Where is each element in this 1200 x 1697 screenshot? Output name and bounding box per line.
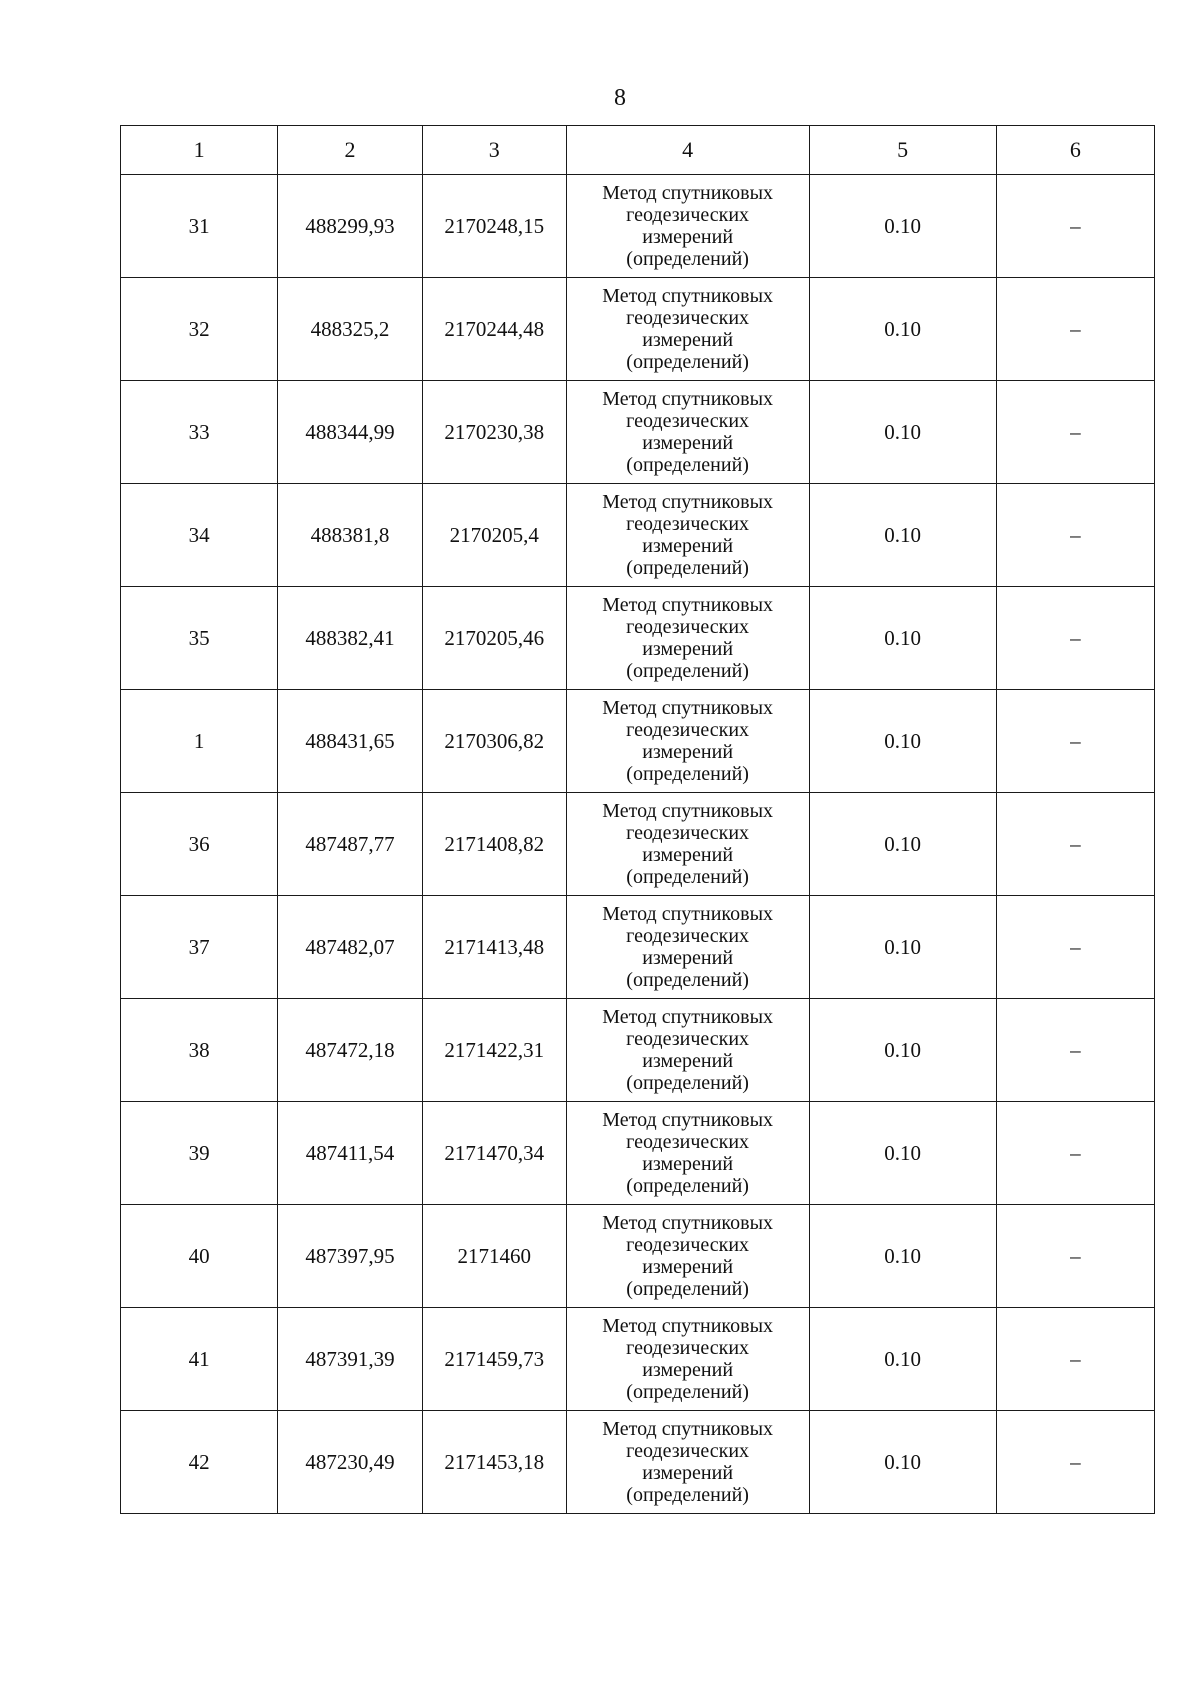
table-row [121,278,1155,381]
method-line: (определений) [626,248,749,270]
method-cell [566,587,809,690]
method-line: (определений) [626,1381,749,1403]
method-line: измерений [642,1359,734,1381]
y-coordinate-cell: 2171422,31 [422,999,566,1102]
method-line: геодезических [626,513,750,535]
table-row [121,896,1155,999]
table-body [121,175,1155,1514]
note-cell: – [996,1102,1154,1205]
method-line: геодезических [626,410,750,432]
point-number-cell: 36 [121,793,278,896]
method-line: Метод спутниковых [602,1315,773,1337]
method-line: Метод спутниковых [602,1109,773,1131]
x-coordinate-cell: 487472,18 [278,999,423,1102]
y-coordinate-cell: 2171460 [422,1205,566,1308]
method-line: (определений) [626,454,749,476]
method-line: измерений [642,432,734,454]
precision-cell: 0.10 [809,999,996,1102]
method-cell [566,690,809,793]
y-coordinate-cell: 2170244,48 [422,278,566,381]
method-line: геодезических [626,1234,750,1256]
method-line: измерений [642,1462,734,1484]
table-row [121,793,1155,896]
method-cell [566,278,809,381]
precision-cell: 0.10 [809,1102,996,1205]
method-line: измерений [642,329,734,351]
point-number-cell: 38 [121,999,278,1102]
precision-cell: 0.10 [809,587,996,690]
method-cell [566,1205,809,1308]
method-line: Метод спутниковых [602,285,773,307]
point-number-cell: 31 [121,175,278,278]
method-cell [566,484,809,587]
method-cell [566,1308,809,1411]
y-coordinate-cell: 2170205,4 [422,484,566,587]
method-cell [566,793,809,896]
note-cell: – [996,1411,1154,1514]
table-row [121,175,1155,278]
precision-cell: 0.10 [809,1205,996,1308]
header-col-5: 5 [809,126,996,175]
x-coordinate-cell: 488381,8 [278,484,423,587]
table-row [121,1308,1155,1411]
method-line: геодезических [626,307,750,329]
method-cell [566,1411,809,1514]
point-number-cell: 35 [121,587,278,690]
method-line: (определений) [626,969,749,991]
note-cell: – [996,1308,1154,1411]
method-line: геодезических [626,1337,750,1359]
y-coordinate-cell: 2171470,34 [422,1102,566,1205]
table-row [121,1205,1155,1308]
y-coordinate-cell: 2171453,18 [422,1411,566,1514]
x-coordinate-cell: 488431,65 [278,690,423,793]
precision-cell: 0.10 [809,484,996,587]
point-number-cell: 37 [121,896,278,999]
table-row [121,1411,1155,1514]
precision-cell: 0.10 [809,1308,996,1411]
method-line: измерений [642,226,734,248]
method-line: измерений [642,1050,734,1072]
note-cell: – [996,999,1154,1102]
method-line: (определений) [626,1278,749,1300]
method-line: измерений [642,535,734,557]
table-row [121,587,1155,690]
precision-cell: 0.10 [809,278,996,381]
point-number-cell: 32 [121,278,278,381]
note-cell: – [996,278,1154,381]
point-number-cell: 1 [121,690,278,793]
method-line: измерений [642,1153,734,1175]
method-line: Метод спутниковых [602,182,773,204]
header-row [121,126,1155,175]
header-col-2: 2 [278,126,423,175]
method-cell [566,896,809,999]
x-coordinate-cell: 487397,95 [278,1205,423,1308]
method-line: Метод спутниковых [602,388,773,410]
y-coordinate-cell: 2170248,15 [422,175,566,278]
y-coordinate-cell: 2170306,82 [422,690,566,793]
method-line: Метод спутниковых [602,800,773,822]
point-number-cell: 33 [121,381,278,484]
method-line: (определений) [626,660,749,682]
method-line: (определений) [626,866,749,888]
table-row [121,690,1155,793]
point-number-cell: 41 [121,1308,278,1411]
method-line: Метод спутниковых [602,697,773,719]
method-line: Метод спутниковых [602,1006,773,1028]
y-coordinate-cell: 2170205,46 [422,587,566,690]
precision-cell: 0.10 [809,896,996,999]
header-col-3: 3 [422,126,566,175]
method-line: геодезических [626,1028,750,1050]
method-line: (определений) [626,557,749,579]
method-line: (определений) [626,1072,749,1094]
method-line: геодезических [626,1131,750,1153]
method-line: Метод спутниковых [602,491,773,513]
method-line: измерений [642,638,734,660]
method-line: Метод спутниковых [602,903,773,925]
note-cell: – [996,484,1154,587]
y-coordinate-cell: 2171408,82 [422,793,566,896]
x-coordinate-cell: 488344,99 [278,381,423,484]
method-line: геодезических [626,822,750,844]
coordinates-table-container [120,125,1155,1514]
point-number-cell: 40 [121,1205,278,1308]
table-row [121,1102,1155,1205]
x-coordinate-cell: 488325,2 [278,278,423,381]
x-coordinate-cell: 487487,77 [278,793,423,896]
method-line: Метод спутниковых [602,594,773,616]
x-coordinate-cell: 488299,93 [278,175,423,278]
note-cell: – [996,1205,1154,1308]
method-line: геодезических [626,616,750,638]
method-line: (определений) [626,1175,749,1197]
y-coordinate-cell: 2170230,38 [422,381,566,484]
method-line: (определений) [626,351,749,373]
note-cell: – [996,175,1154,278]
method-cell [566,999,809,1102]
table-header [121,126,1155,175]
precision-cell: 0.10 [809,381,996,484]
note-cell: – [996,896,1154,999]
x-coordinate-cell: 487391,39 [278,1308,423,1411]
y-coordinate-cell: 2171413,48 [422,896,566,999]
method-line: геодезических [626,719,750,741]
note-cell: – [996,690,1154,793]
method-line: измерений [642,741,734,763]
table-row [121,381,1155,484]
method-line: измерений [642,1256,734,1278]
precision-cell: 0.10 [809,690,996,793]
table-row [121,484,1155,587]
point-number-cell: 34 [121,484,278,587]
page-number: 8 [614,85,626,111]
method-line: геодезических [626,204,750,226]
method-cell [566,1102,809,1205]
method-line: геодезических [626,925,750,947]
precision-cell: 0.10 [809,793,996,896]
precision-cell: 0.10 [809,1411,996,1514]
header-col-6: 6 [996,126,1154,175]
header-col-4: 4 [566,126,809,175]
method-line: (определений) [626,763,749,785]
method-line: геодезических [626,1440,750,1462]
point-number-cell: 42 [121,1411,278,1514]
method-line: измерений [642,844,734,866]
header-col-1: 1 [121,126,278,175]
method-line: Метод спутниковых [602,1212,773,1234]
method-cell [566,381,809,484]
x-coordinate-cell: 487411,54 [278,1102,423,1205]
method-line: измерений [642,947,734,969]
note-cell: – [996,793,1154,896]
note-cell: – [996,381,1154,484]
x-coordinate-cell: 487482,07 [278,896,423,999]
point-number-cell: 39 [121,1102,278,1205]
note-cell: – [996,587,1154,690]
x-coordinate-cell: 488382,41 [278,587,423,690]
coordinates-table [120,125,1155,1514]
method-cell [566,175,809,278]
y-coordinate-cell: 2171459,73 [422,1308,566,1411]
method-line: (определений) [626,1484,749,1506]
precision-cell: 0.10 [809,175,996,278]
table-row [121,999,1155,1102]
method-line: Метод спутниковых [602,1418,773,1440]
x-coordinate-cell: 487230,49 [278,1411,423,1514]
